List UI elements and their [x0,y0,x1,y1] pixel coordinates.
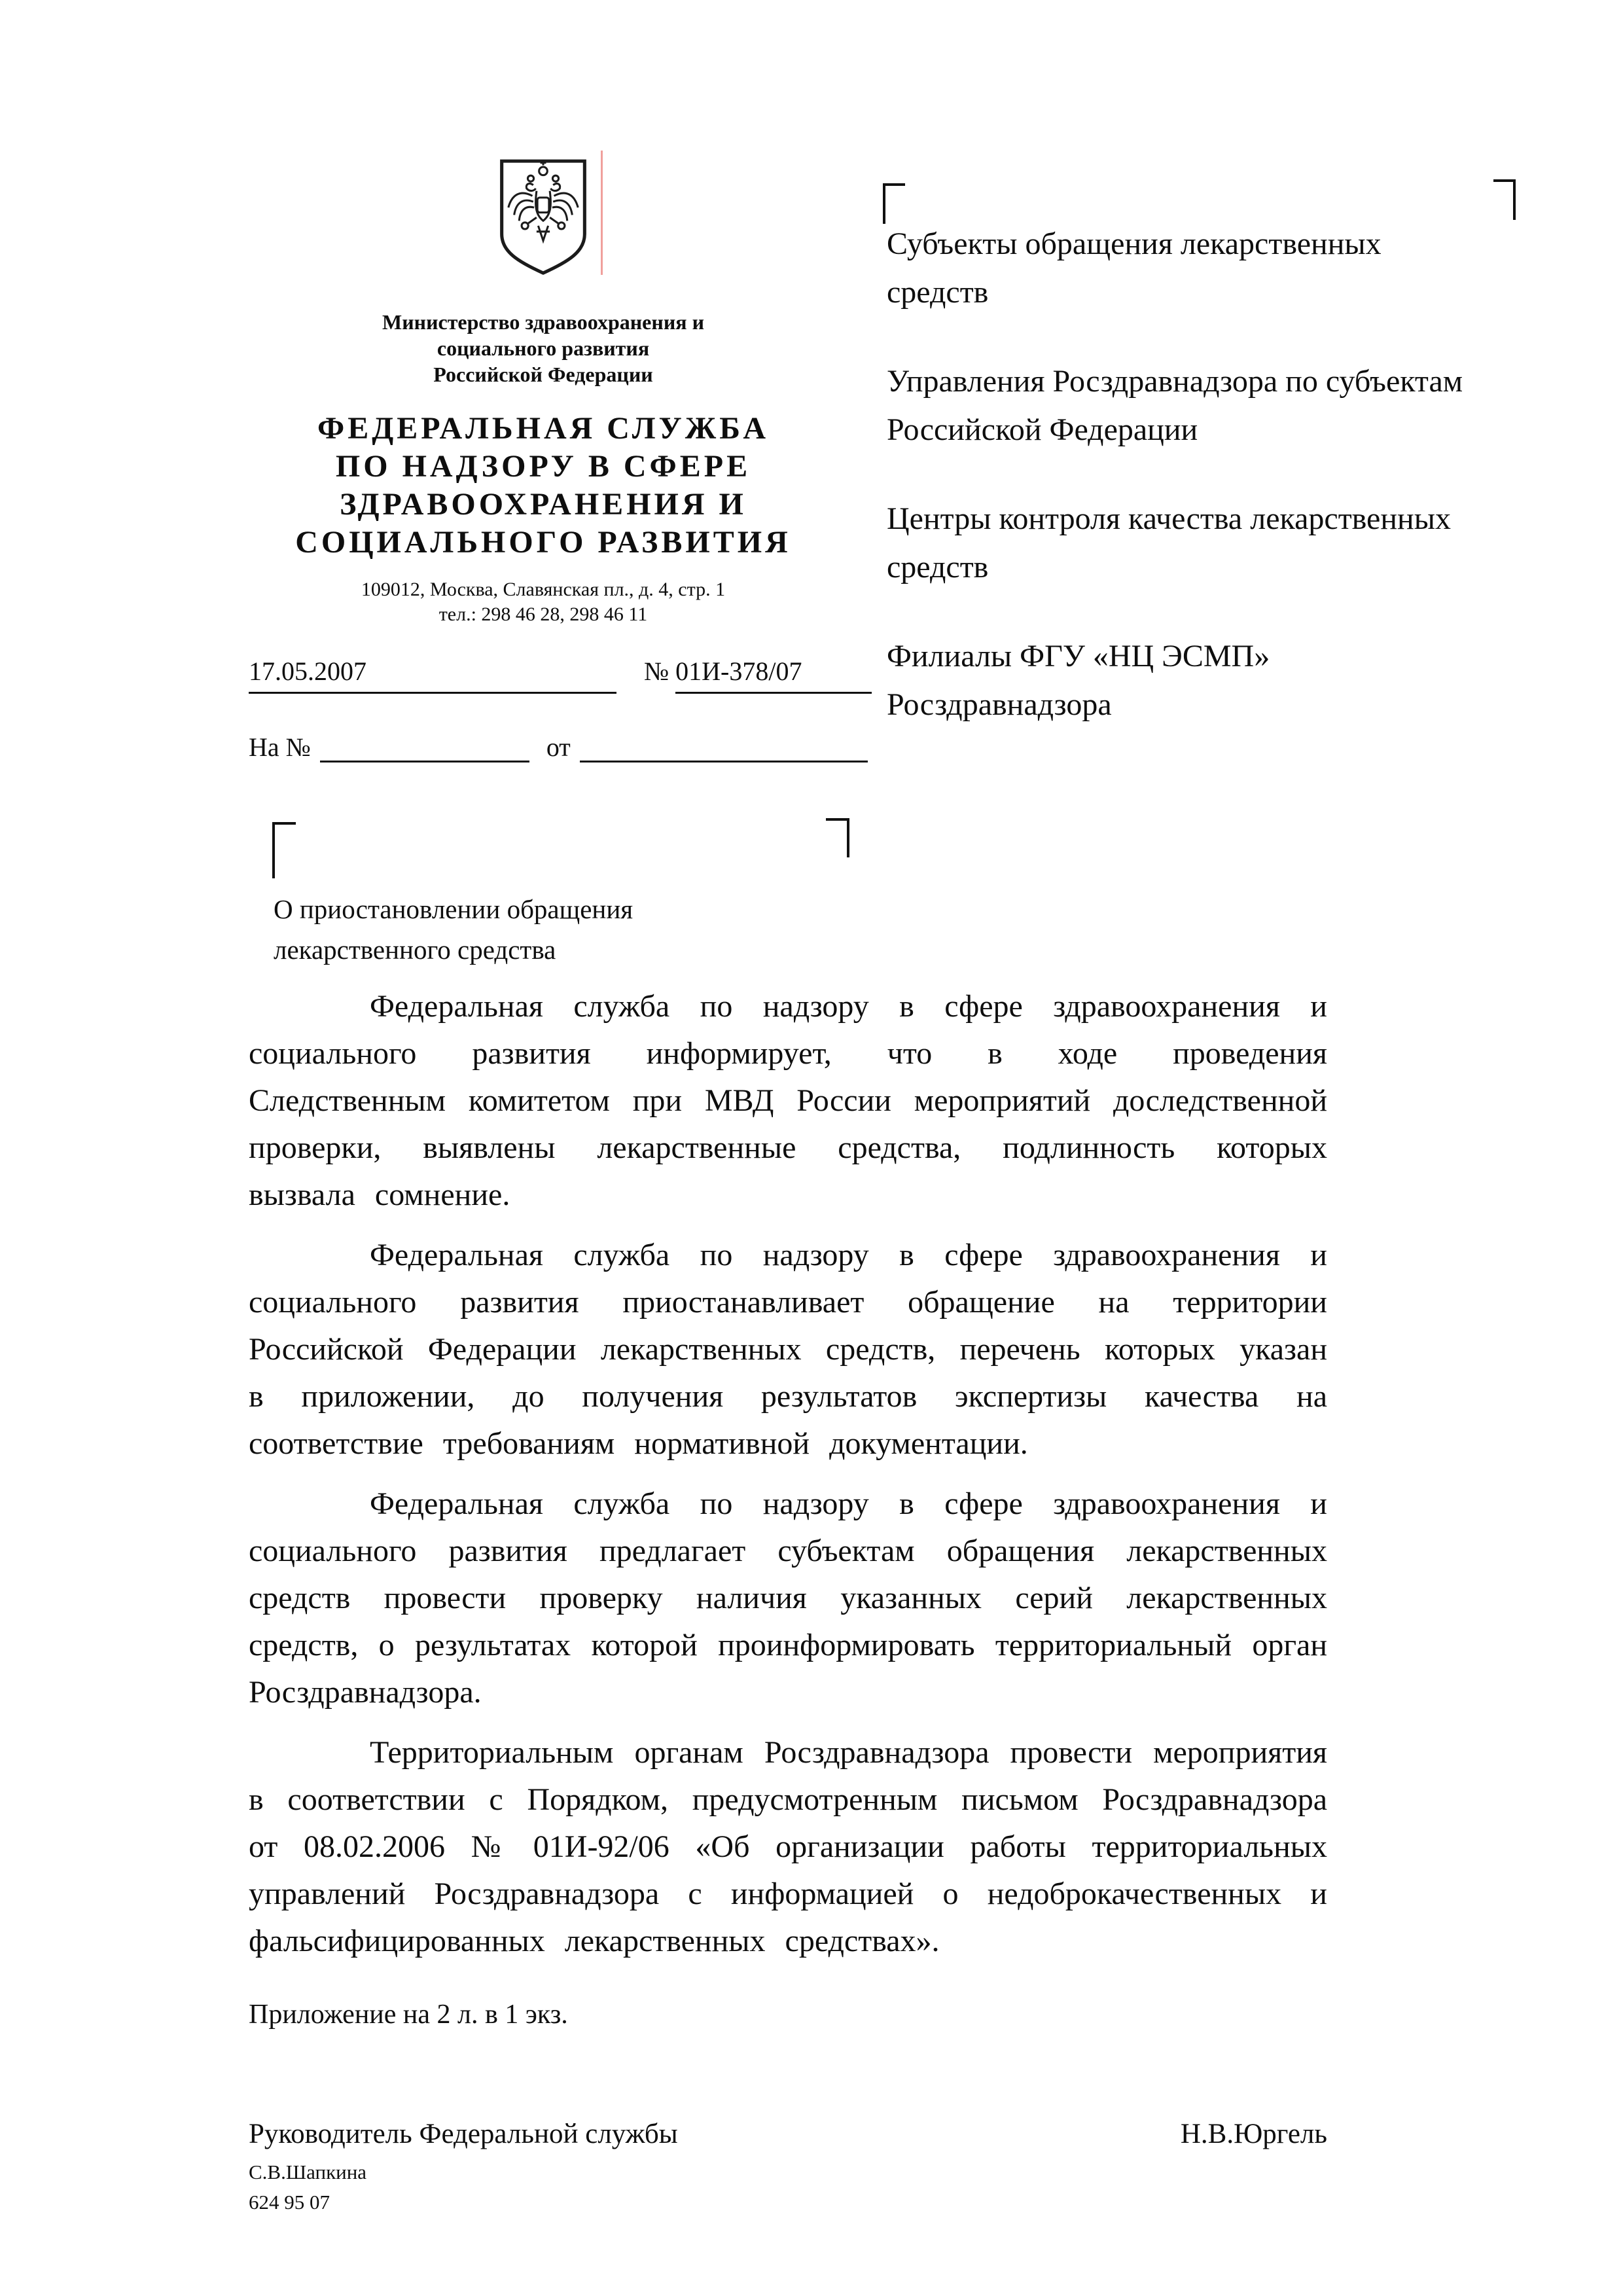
attachment-note: Приложение на 2 л. в 1 экз. [249,2000,568,2030]
signer-title: Руководитель Федеральной службы [249,2119,678,2149]
executor-phone: 624 95 07 [249,2191,330,2214]
letter-subject: О приостановлении обращения лекарственного средства [274,894,633,965]
subject-zone-left-mark [272,822,296,878]
russia-coat-of-arms-icon [493,154,594,279]
reply-label: На № [249,732,311,762]
service-line-2: ПО НАДЗОРУ В СФЕРЕ [335,449,751,484]
number-sign: № [644,656,669,686]
ministry-line-2: социального развития [437,336,650,360]
recipient-item: Субъекты обращения лекарственных средств [887,226,1382,310]
service-name [249,410,838,562]
letter-body [249,983,1327,2030]
body-paragraph: Территориальным органам Росздравнадзора провести мероприятия в соответствии с Порядком, предусмотренным письмом Росздравнадзора от 08.02.2006 № 01И-92/06 «Об организации работы территориальных управлений Росздравнадзора с информацией о недоброкачественных и фальсифицированных лекарственных средствах». [249,1735,1327,1958]
service-line-3: ЗДРАВООХРАНЕНИЯ И [340,487,747,522]
ministry-line-1: Министерство здравоохранения и [382,310,704,334]
ministry-name [249,309,838,387]
letter-number: 01И-378/07 [675,656,872,694]
reply-reference-row [249,729,868,762]
letterhead-contacts [249,577,838,627]
signer-name: Н.В.Юргель [1180,2119,1327,2149]
letterhead [249,154,838,627]
subject-zone-right-mark [826,818,849,857]
letterhead-phone: тел.: 298 46 28, 298 46 11 [438,603,648,625]
letter-date: 17.05.2007 [249,656,616,694]
recipient-zone-right-mark [1493,179,1516,220]
body-paragraph: Федеральная служба по надзору в сфере здравоохранения и социального развития приостанавливает обращение на территории Российской Федерации лекарственных средств, перечень которых указан в приложении, до получения результатов экспертизы качества на соответствие требованиям нормативной документации. [249,1238,1327,1461]
executor-name: С.В.Шапкина [249,2161,367,2183]
letterhead-address: 109012, Москва, Славянская пл., д. 4, стр. 1 [361,579,726,600]
service-line-4: СОЦИАЛЬНОГО РАЗВИТИЯ [295,525,791,560]
recipient-zone-left-mark [883,183,905,224]
recipient-item: Центры контроля качества лекарственных средств [887,501,1451,584]
recipient-item: Филиалы ФГУ «НЦ ЭСМП» Росздравнадзора [887,639,1270,722]
service-line-1: ФЕДЕРАЛЬНАЯ СЛУЖБА [317,411,769,446]
recipient-item: Управления Росздравнадзора по субъектам Российской Федерации [887,364,1463,447]
recipients-list [887,220,1476,770]
ministry-line-3: Российской Федерации [433,363,653,386]
reply-number-blank [320,729,529,762]
reply-from-label: от [546,732,571,762]
signature-block [249,2118,1327,2214]
reference-row [249,656,872,694]
body-paragraph: Федеральная служба по надзору в сфере здравоохранения и социального развития информирует, что в ходе проведения Следственным комитетом при МВД России мероприятий доследственной проверки, выявлены лекарственные средства, подлинность которых вызвала сомнение. [249,989,1327,1212]
body-paragraph: Федеральная служба по надзору в сфере здравоохранения и социального развития предлагает субъектам обращения лекарственных средств провести проверку наличия указанных серий лекарственных средств, о результатах которой проинформировать территориальный орган Росздравнадзора. [249,1486,1327,1710]
reply-date-blank [580,729,868,762]
